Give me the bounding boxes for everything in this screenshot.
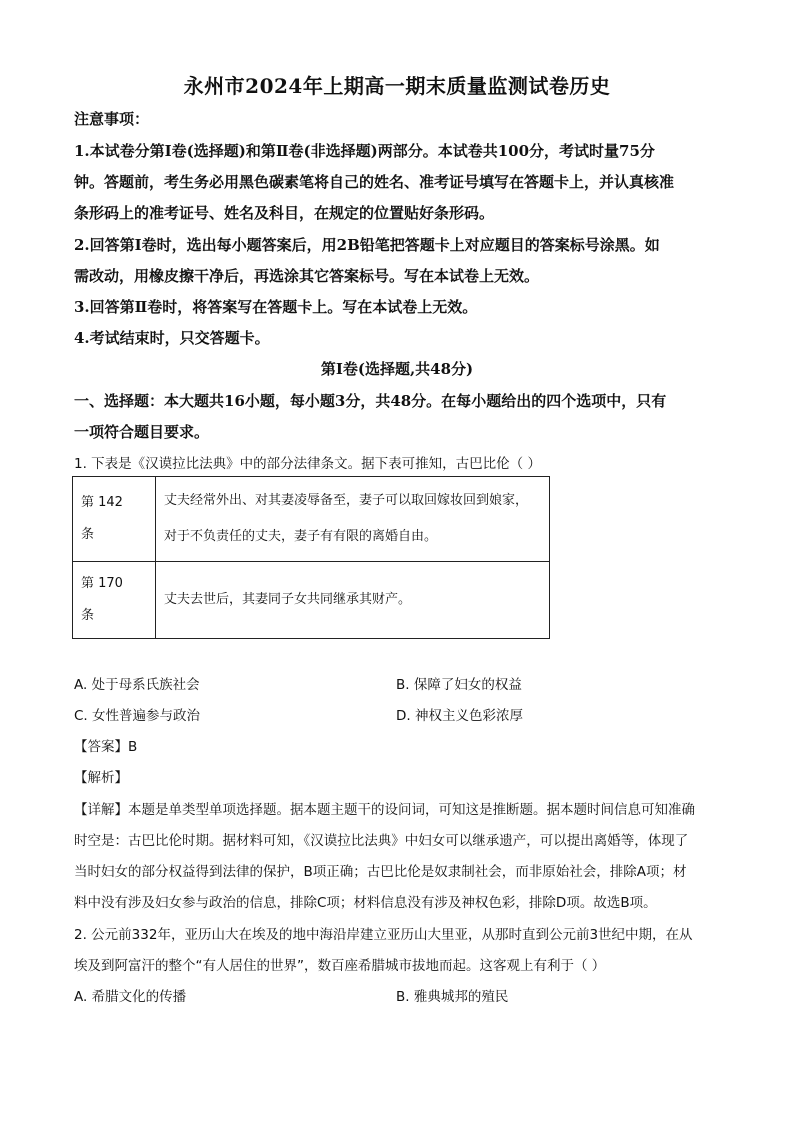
- section-title: 第Ⅰ卷(选择题,共48分): [320, 360, 474, 378]
- article-text: [156, 477, 550, 562]
- question-2-stem: 埃及到阿富汗的整个“有人居住的世界”，数百座希腊城市拔地而起。这客观上有利于（ ）: [74, 958, 606, 974]
- notice-line: 1.本试卷分第Ⅰ卷(选择题)和第Ⅱ卷(非选择题)两部分。本试卷共100分，考试时量75分: [74, 142, 655, 160]
- detail-line: 料中没有涉及妇女参与政治的信息，排除C项；材料信息没有涉及神权色彩，排除D项。故选B项。: [74, 895, 657, 911]
- option-a: A. 处于母系氏族社会: [74, 677, 200, 693]
- article-number-b: 条: [81, 608, 95, 623]
- table-row: [73, 562, 550, 639]
- option-d: D. 神权主义色彩浓厚: [396, 708, 523, 724]
- answer-label: 【答案】B: [74, 739, 138, 755]
- table-row: [73, 477, 550, 562]
- article-text-b: 对于不负责任的丈夫，妻子有有限的离婚自由。: [164, 529, 438, 544]
- part-heading: 一、选择题：本大题共16小题，每小题3分，共48分。在每小题给出的四个选项中，只有: [74, 392, 667, 410]
- notice-line: 钟。答题前，考生务必用黑色碳素笔将自己的姓名、准考证号填写在答题卡上，并认真核准: [74, 173, 675, 191]
- option-a: A. 希腊文化的传播: [74, 989, 187, 1005]
- notice-line: 2.回答第Ⅰ卷时，选出每小题答案后，用2B铅笔把答题卡上对应题目的答案标号涂黑。如: [74, 236, 660, 254]
- option-c: C. 女性普遍参与政治: [74, 708, 201, 724]
- notice-line: 需改动，用橡皮擦干净后，再选涂其它答案标号。写在本试卷上无效。: [74, 267, 540, 285]
- analysis-label: 【解析】: [74, 770, 128, 786]
- question-1-stem: 1. 下表是《汉谟拉比法典》中的部分法律条文。据下表可推知，古巴比伦（ ）: [74, 456, 541, 472]
- detail-line: 当时妇女的部分权益得到法律的保护，B项正确；古巴比伦是奴隶制社会，而非原始社会，排除A项；材: [74, 864, 687, 880]
- detail-line: 时空是：古巴比伦时期。据材料可知，《汉谟拉比法典》中妇女可以继承遗产，可以提出离婚等，体现了: [74, 833, 689, 849]
- detail-line: 【详解】本题是单类型单项选择题。据本题主题干的设问词，可知这是推断题。据本题时间信息可知准确: [74, 802, 695, 818]
- article-number-a: 第 170: [81, 576, 123, 591]
- exam-title: 永州市2024年上期高一期末质量监测试卷历史: [183, 74, 611, 98]
- article-text-a: 丈夫去世后，其妻同子女共同继承其财产。: [164, 592, 412, 607]
- article-text: [156, 562, 550, 639]
- notice-heading: 注意事项：: [74, 110, 150, 128]
- option-b: B. 保障了妇女的权益: [396, 677, 522, 693]
- option-b: B. 雅典城邦的殖民: [396, 989, 509, 1005]
- question-2-stem: 2. 公元前332年，亚历山大在埃及的地中海沿岸建立亚历山大里亚，从那时直到公元前3世纪中期，在从: [74, 927, 693, 943]
- article-text-a: 丈夫经常外出、对其妻凌辱备至，妻子可以取回嫁妆回到娘家，: [164, 493, 529, 508]
- article-number-a: 第 142: [81, 495, 123, 510]
- notice-line: 3.回答第Ⅱ卷时，将答案写在答题卡上。写在本试卷上无效。: [74, 298, 478, 316]
- article-number: [73, 562, 156, 639]
- law-table: [72, 476, 550, 639]
- notice-line: 条形码上的准考证号、姓名及科目，在规定的位置贴好条形码。: [74, 204, 495, 222]
- article-number-b: 条: [81, 527, 95, 542]
- article-number: [73, 477, 156, 562]
- part-heading: 一项符合题目要求。: [74, 423, 210, 441]
- notice-line: 4.考试结束时，只交答题卡。: [74, 329, 270, 347]
